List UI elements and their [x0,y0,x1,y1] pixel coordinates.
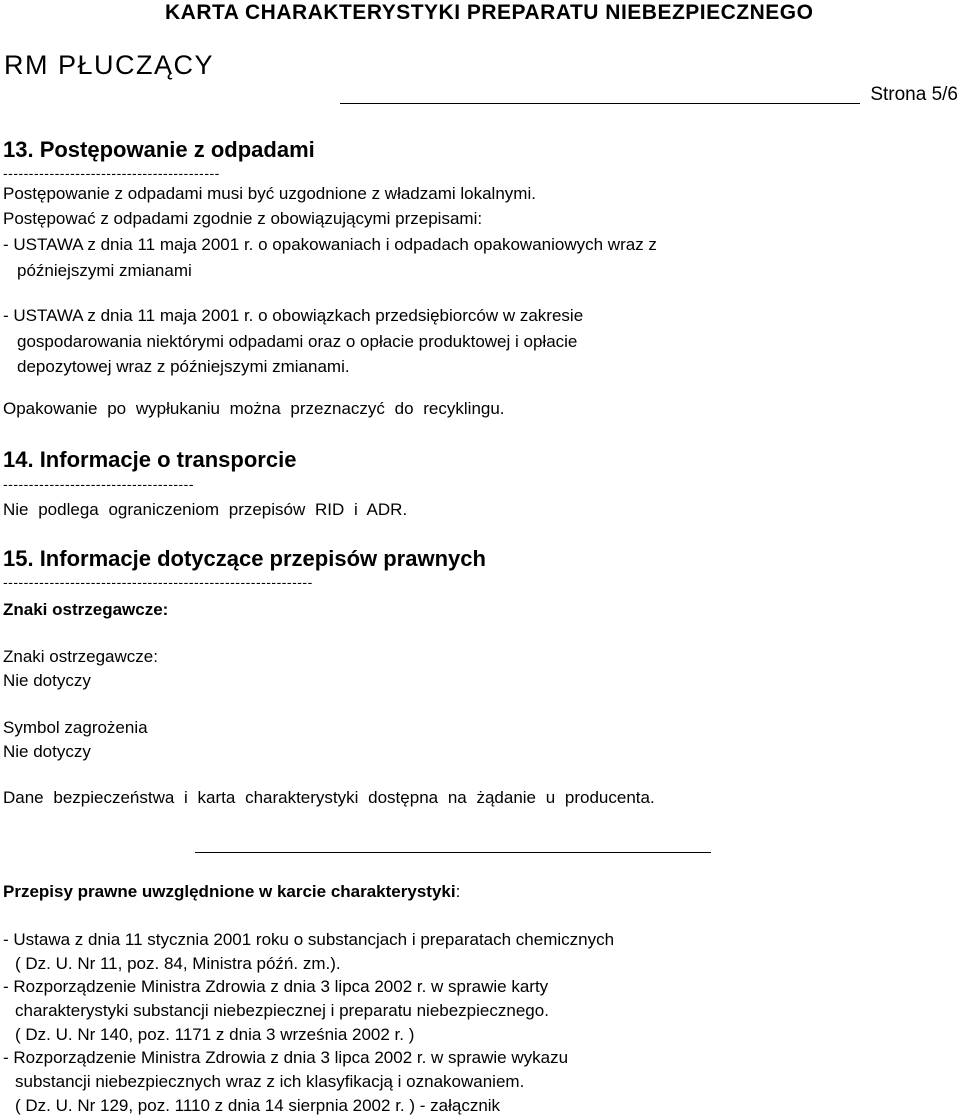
regulations-heading: Przepisy prawne uwzględnione w karcie charakterystyki [3,882,456,901]
regulation-line: - Rozporządzenie Ministra Zdrowia z dnia 3 lipca 2002 r. w sprawie karty [3,977,549,996]
regulation-line: charakterystyki substancji niebezpiecznej i preparatu niebezpiecznego. [15,1001,549,1020]
product-name: RM PŁUCZĄCY [4,50,215,80]
recycling-note: Opakowanie po wypłukaniu można przeznaczyć do recyklingu. [3,399,505,418]
regulation-line: ( Dz. U. Nr 140, poz. 1171 z dnia 3 września 2002 r. ) [15,1025,415,1044]
section-13-line: Postępowanie z odpadami musi być uzgodnione z władzami lokalnymi. [3,184,536,203]
transport-info: Nie podlega ograniczeniom przepisów RID i ADR. [3,500,408,519]
regulation-line: - Rozporządzenie Ministra Zdrowia z dnia 3 lipca 2002 r. w sprawie wykazu [3,1048,569,1067]
hazard-symbol-label: Symbol zagrożenia [3,718,148,737]
warning-signs-value: Nie dotyczy [3,671,91,690]
hazard-symbol-value: Nie dotyczy [3,742,91,761]
section-13-line: - USTAWA z dnia 11 maja 2001 r. o obowiązkach przedsiębiorców w zakresie [3,306,584,325]
regulation-line: substancji niebezpiecznych wraz z ich klasyfikacją i oznakowaniem. [15,1072,525,1091]
section-13-line: Postępować z odpadami zgodnie z obowiązującymi przepisami: [3,209,483,228]
regulations-heading-colon: : [455,882,461,901]
regulation-line: - Ustawa z dnia 11 stycznia 2001 roku o substancjach i preparatach chemicznych [3,930,615,949]
header-rule [340,103,860,104]
regulations-heading-row [3,883,460,900]
warning-signs-heading: Znaki ostrzegawcze: [3,600,169,619]
section-14-rule: ------------------------------------- [3,476,194,492]
section-15-heading: 15. Informacje dotyczące przepisów prawnych [3,546,486,571]
section-13-heading: 13. Postępowanie z odpadami [3,137,315,162]
regulation-line: ( Dz. U. Nr 11, poz. 84, Ministra późń. zm.). [15,954,341,973]
section-14-heading: 14. Informacje o transporcie [3,447,297,472]
section-13-line: depozytowej wraz z późniejszymi zmianami. [17,357,350,376]
regulation-line: ( Dz. U. Nr 129, poz. 1110 z dnia 14 sierpnia 2002 r. ) - załącznik [15,1096,501,1115]
section-13-line: późniejszymi zmianami [17,261,192,280]
page-number: Strona 5/6 [870,84,958,105]
document-title: KARTA CHARAKTERYSTYKI PREPARATU NIEBEZPIECZNEGO [165,1,814,24]
section-15-rule: ------------------------------------------------------------ [3,574,313,590]
section-13-line: - USTAWA z dnia 11 maja 2001 r. o opakowaniach i odpadach opakowaniowych wraz z [3,235,657,254]
section-13-rule: ------------------------------------------ [3,165,220,181]
availability-note: Dane bezpieczeństwa i karta charakterystyki dostępna na żądanie u producenta. [3,788,655,807]
warning-signs-label: Znaki ostrzegawcze: [3,647,158,666]
section-13-line: gospodarowania niektórymi odpadami oraz o opłacie produktowej i opłacie [17,332,578,351]
separator-rule [195,852,711,853]
